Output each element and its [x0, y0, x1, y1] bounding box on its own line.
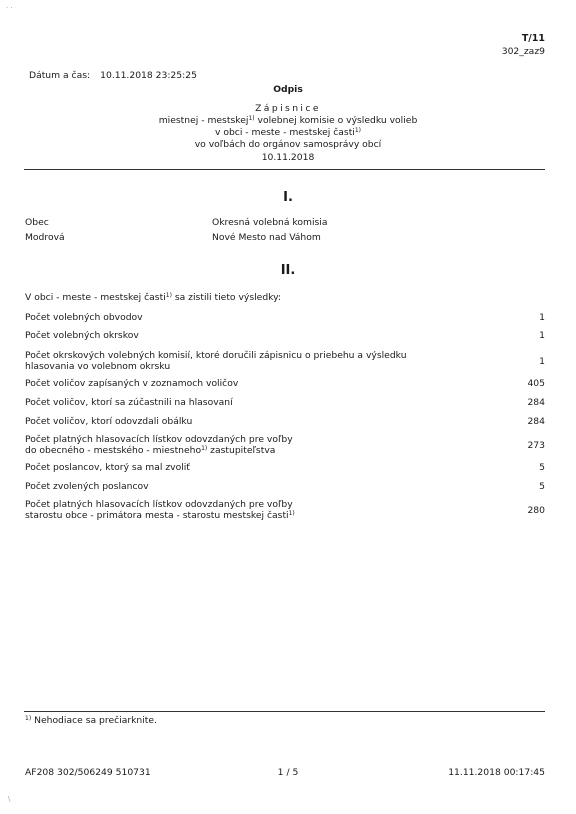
label-line: Počet volebných okrskov	[25, 330, 139, 341]
scan-mark: \	[8, 795, 11, 803]
result-value: 1	[539, 312, 545, 323]
result-label	[25, 434, 495, 456]
result-row-okrsky	[25, 330, 545, 341]
result-row-obvody	[25, 312, 545, 323]
result-label	[25, 350, 495, 372]
document-id: 302_zaz9	[501, 46, 545, 57]
footnote-ref: 1)	[354, 127, 362, 134]
footer-page-number: 1 / 5	[277, 767, 299, 778]
section-2-numeral: II.	[280, 263, 296, 278]
result-value: 1	[539, 330, 545, 341]
label-line: Počet poslancov, ktorý sa mal zvoliť	[25, 462, 190, 473]
section-2-intro	[25, 292, 281, 303]
footnote-divider	[24, 711, 545, 712]
heading-date: 10.11.2018	[261, 152, 315, 163]
result-row-platne-zastupitelstvo	[25, 434, 545, 456]
heading-line-3	[0, 127, 576, 138]
result-value: 5	[539, 481, 545, 492]
result-label	[25, 416, 495, 427]
label-line: starostu obce - primátora mesta - starostu mestskej časti	[25, 510, 289, 522]
result-value: 5	[539, 462, 545, 473]
footnote-ref: 1)	[201, 445, 208, 453]
label-line: Počet voličov zapísaných v zoznamoch voličov	[25, 378, 239, 389]
result-label	[25, 330, 495, 341]
intro-a: V obci - meste - mestskej časti	[25, 292, 166, 303]
result-value: 284	[527, 397, 545, 408]
heading-line-2-a: miestnej - mestskej	[158, 115, 249, 126]
scan-mark: · ·	[6, 4, 13, 12]
heading-line-2-b: volebnej komisie o výsledku volieb	[254, 115, 418, 126]
result-label	[25, 397, 495, 408]
result-row-komisie	[25, 350, 545, 372]
result-label	[25, 481, 495, 492]
label-line: do obecného - mestského - miestneho	[25, 445, 202, 457]
result-value: 284	[527, 416, 545, 427]
result-label	[25, 378, 495, 389]
result-row-zapisani	[25, 378, 545, 389]
obec-label: Obec	[25, 217, 49, 228]
footnote-ref: 1)	[248, 115, 255, 122]
document-title: Odpis	[273, 84, 303, 95]
label-line: Počet platných hlasovacích lístkov odovzdaných pre voľby	[25, 434, 293, 445]
footer-document-code: AF208 302/506249 510731	[25, 767, 151, 778]
intro-b: sa zistili tieto výsledky:	[171, 292, 282, 303]
datetime-label: Dátum a čas:	[29, 70, 91, 81]
result-row-zvoleni	[25, 481, 545, 492]
result-value: 280	[527, 504, 545, 516]
komisia-value: Nové Mesto nad Váhom	[212, 232, 321, 243]
section-1-numeral: I.	[283, 190, 293, 205]
result-row-mal-zvolit	[25, 462, 545, 473]
footnote-ref: 1)	[25, 715, 32, 722]
result-value: 1	[539, 355, 545, 367]
result-value: 273	[527, 439, 545, 451]
datetime-value: 10.11.2018 23:25:25	[100, 70, 197, 81]
label-line: Počet voličov, ktorí sa zúčastnili na hlasovaní	[25, 397, 233, 408]
label-line: Počet zvolených poslancov	[25, 481, 149, 492]
result-label	[25, 462, 495, 473]
result-label	[25, 499, 495, 521]
datetime-line	[29, 70, 197, 81]
label-line: Počet voličov, ktorí odovzdali obálku	[25, 416, 193, 427]
label-line: hlasovania vo volebnom okrsku	[25, 361, 171, 373]
result-label	[25, 312, 495, 323]
result-value: 405	[527, 378, 545, 389]
footnote-text: Nehodiace sa prečiarknite.	[31, 715, 157, 726]
footnote	[25, 715, 157, 726]
divider	[24, 169, 545, 170]
form-code: T/11	[521, 33, 545, 44]
footnote-ref: 1)	[288, 510, 295, 518]
label-line: Počet platných hlasovacích lístkov odovzdaných pre voľby	[25, 499, 293, 510]
komisia-label: Okresná volebná komisia	[212, 217, 328, 228]
result-row-zucastnili	[25, 397, 545, 408]
label-line: Počet okrskových volebných komisií, ktoré doručili zápisnicu o priebehu a výsledku	[25, 350, 407, 361]
footnote-ref: 1)	[165, 292, 172, 299]
heading-line-4: vo voľbách do orgánov samosprávy obcí	[194, 139, 382, 150]
label-line: zastupiteľstva	[207, 445, 276, 457]
label-line: Počet volebných obvodov	[25, 312, 143, 323]
obec-value: Modrová	[25, 232, 65, 243]
heading-line-2	[0, 115, 576, 126]
result-row-obalky	[25, 416, 545, 427]
footer-timestamp: 11.11.2018 00:17:45	[448, 767, 545, 778]
result-row-platne-starosta	[25, 499, 545, 521]
heading-zapisnice: Zápisnice	[255, 103, 321, 114]
heading-line-3-a: v obci - meste - mestskej časti	[214, 127, 355, 138]
